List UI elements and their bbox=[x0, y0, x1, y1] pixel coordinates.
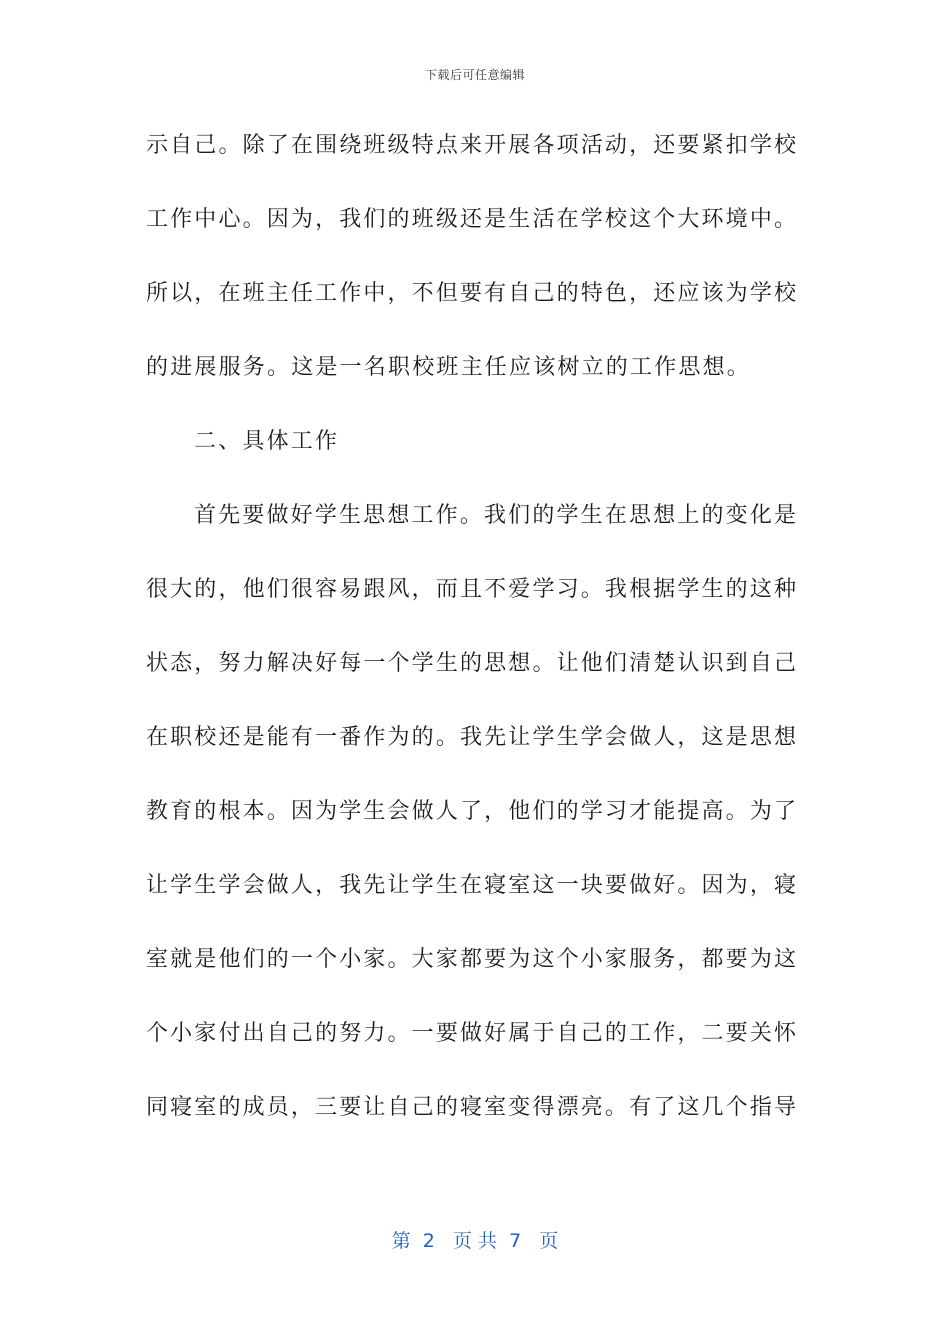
body-line: 很大的，他们很容易跟风，而且不爱学习。我根据学生的这种 bbox=[146, 577, 796, 602]
section-heading: 二、具体工作 bbox=[194, 429, 340, 454]
body-line: 在职校还是能有一番作为的。我先让学生学会做人，这是思想 bbox=[146, 725, 796, 750]
body-line: 同寝室的成员，三要让自己的寝室变得漂亮。有了这几个指导 bbox=[146, 1095, 796, 1120]
body-line: 所以，在班主任工作中，不但要有自己的特色，还应该为学校 bbox=[146, 281, 796, 306]
body-line: 室就是他们的一个小家。大家都要为这个小家服务，都要为这 bbox=[146, 947, 796, 972]
body-line: 状态，努力解决好每一个学生的思想。让他们清楚认识到自己 bbox=[146, 651, 796, 676]
body-line: 让学生学会做人，我先让学生在寝室这一块要做好。因为，寝 bbox=[146, 873, 796, 898]
body-line: 教育的根本。因为学生会做人了，他们的学习才能提高。为了 bbox=[146, 799, 796, 824]
page-header: 下载后可任意编辑 bbox=[424, 68, 525, 82]
body-line: 的进展服务。这是一名职校班主任应该树立的工作思想。 bbox=[146, 355, 752, 380]
body-line: 工作中心。因为，我们的班级还是生活在学校这个大环境中。 bbox=[146, 207, 796, 232]
body-line: 示自己。除了在围绕班级特点来开展各项活动，还要紧扣学校 bbox=[146, 133, 796, 158]
body-line: 个小家付出自己的努力。一要做好属于自己的工作，二要关怀 bbox=[146, 1021, 796, 1046]
body-line: 首先要做好学生思想工作。我们的学生在思想上的变化是 bbox=[194, 503, 796, 528]
page-number-footer: 第 2 页 共 7 页 bbox=[391, 1230, 559, 1252]
